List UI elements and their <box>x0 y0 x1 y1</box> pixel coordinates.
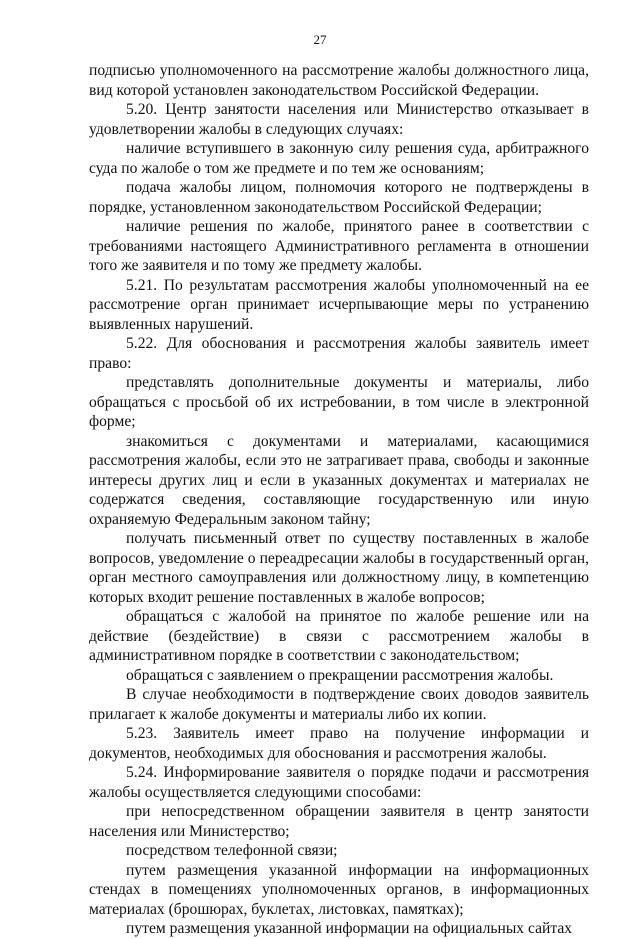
paragraph-right-review-materials: знакомиться с документами и материалами, касающимися рассмотрения жалобы, если это не затрагивает права, свободы и законные интересы других лиц и если в указанных документах и материалах не содержатся сведения, составляющие государственную или иную охраняемую Федеральным законом тайну; <box>89 432 589 528</box>
paragraph-5-22: 5.22. Для обоснования и рассмотрения жалобы заявитель имеет право: <box>89 335 589 372</box>
page-number: 27 <box>313 32 327 47</box>
paragraph-right-withdraw-complaint: обращаться с заявлением о прекращении рассмотрения жалобы. <box>126 666 554 684</box>
paragraph-info-stands: путем размещения указанной информации на информационных стендах в помещениях уполномоченных органов, в информационных материалах (брошюрах, буклетах, листовках, памятках); <box>89 861 589 918</box>
paragraph-right-appeal-decision: обращаться с жалобой на принятое по жалобе решение или на действие (бездействие) в связи с рассмотрением жалобы в административном порядке в соответствии с законодательством; <box>89 608 589 664</box>
paragraph-refusal-ground-court-decision: наличие вступившего в законную силу решения суда, арбитражного суда по жалобе о том же предмете и по тем же основаниям; <box>89 140 589 177</box>
paragraph-refusal-ground-prior-decision: наличие решения по жалобе, принятого ранее в соответствии с требованиями настоящего Административного регламента в отношении того же заявителя и по тому же предмету жалобы. <box>89 218 589 274</box>
paragraph-5-23: 5.23. Заявитель имеет право на получение информации и документов, необходимых для обоснования и рассмотрения жалобы. <box>89 725 589 762</box>
paragraph-continuation: подписью уполномоченного на рассмотрение жалобы должностного лица, вид которой установлен законодательством Российской Федерации. <box>89 62 589 99</box>
paragraph-info-phone: посредством телефонной связи; <box>126 842 338 859</box>
paragraph-5-24: 5.24. Информирование заявителя о порядке подачи и рассмотрения жалобы осуществляется следующими способами: <box>89 764 589 801</box>
paragraph-info-direct-visit: при непосредственном обращении заявителя в центр занятости населения или Министерство; <box>89 803 589 840</box>
paragraph-5-20: 5.20. Центр занятости населения или Министерство отказывает в удовлетворении жалобы в следующих случаях: <box>89 101 589 138</box>
paragraph-info-websites: путем размещения указанной информации на официальных сайтах <box>126 920 573 937</box>
paragraph-right-submit-documents: представлять дополнительные документы и материалы, либо обращаться с просьбой об их истребовании, в том числе в электронной форме; <box>89 374 589 430</box>
body-text <box>89 61 589 939</box>
paragraph-right-written-answer: получать письменный ответ по существу поставленных в жалобе вопросов, уведомление о переадресации жалобы в государственный орган, орган местного самоуправления или должностному лицу, в компетенцию которых входит решение поставленных в жалобе вопросов; <box>89 530 589 606</box>
paragraph-refusal-ground-no-authority: подача жалобы лицом, полномочия которого не подтверждены в порядке, установленном законодательством Российской Федерации; <box>89 179 589 216</box>
paragraph-attach-documents: В случае необходимости в подтверждение своих доводов заявитель прилагает к жалобе документы и материалы либо их копии. <box>89 686 589 723</box>
paragraph-5-21: 5.21. По результатам рассмотрения жалобы уполномоченный на ее рассмотрение орган принимает исчерпывающие меры по устранению выявленных нарушений. <box>89 276 589 333</box>
